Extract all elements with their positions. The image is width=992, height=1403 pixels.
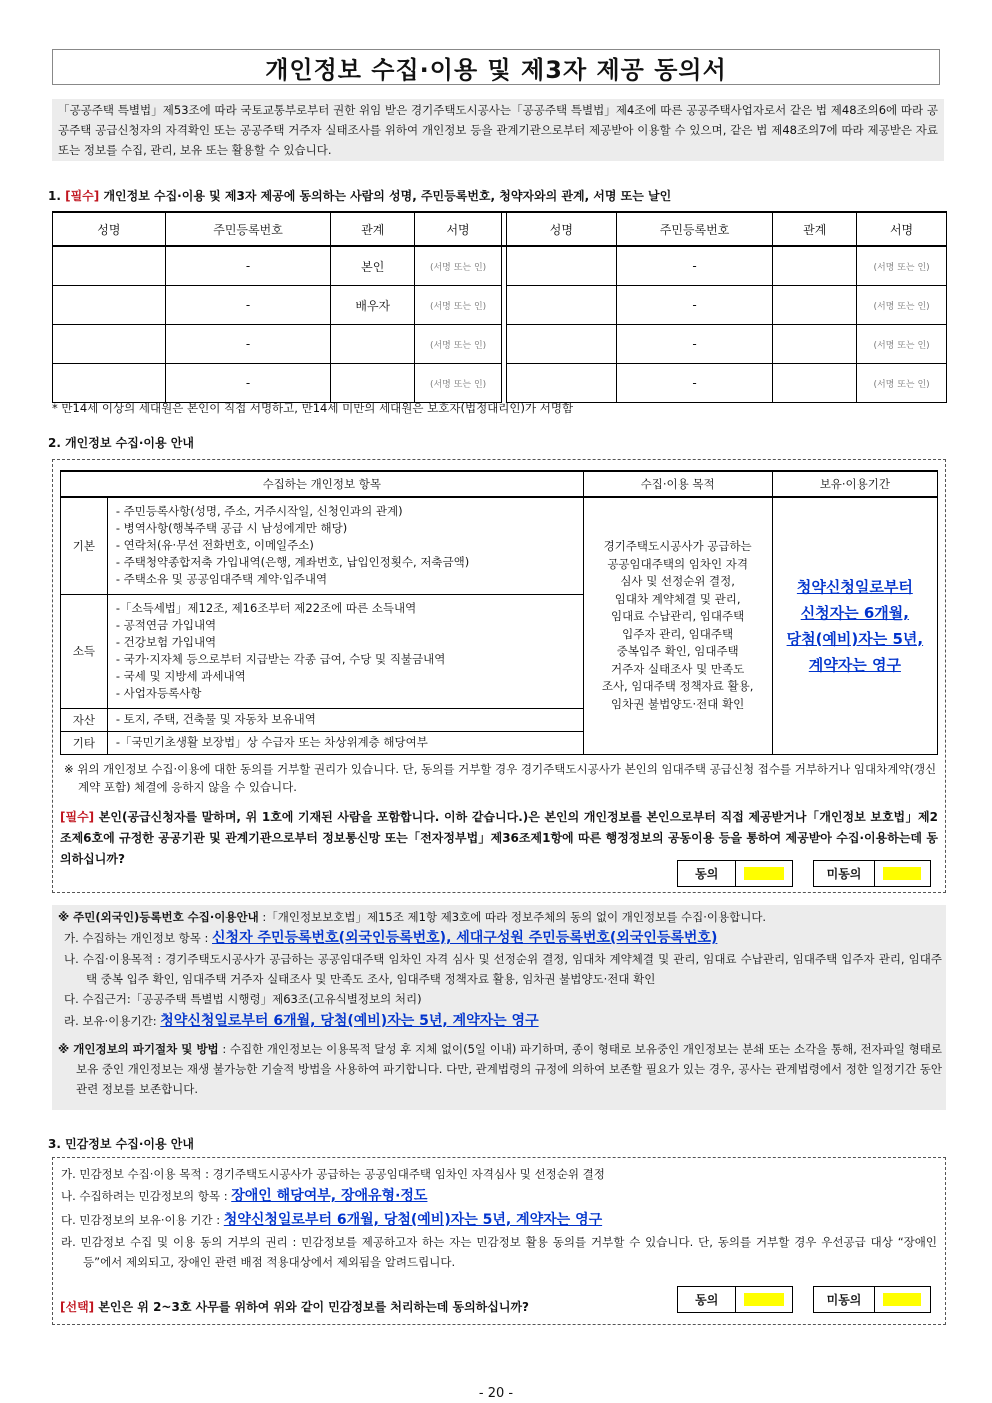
col-rrn: 주민등록번호 bbox=[165, 212, 331, 246]
signature-field[interactable]: (서명 또는 인) bbox=[415, 364, 502, 403]
sensitive-item-b-label: 나. 수집하려는 민감정보의 항목 : bbox=[61, 1189, 232, 1203]
category-items bbox=[107, 497, 583, 594]
rrn-field[interactable]: - bbox=[616, 325, 773, 364]
category-items bbox=[107, 731, 583, 754]
purpose-line: 경기주택도시공사가 공급하는 bbox=[603, 539, 752, 554]
section3-consent-question bbox=[60, 1298, 529, 1315]
rrn-field[interactable]: - bbox=[616, 364, 773, 403]
purpose-cell bbox=[583, 497, 772, 754]
category-income: 소득 bbox=[61, 594, 108, 708]
relation-field[interactable] bbox=[773, 246, 857, 286]
rrn-item-a-label: 가. 수집하는 개인정보 항목 : bbox=[64, 931, 213, 945]
signature-field[interactable]: (서명 또는 인) bbox=[415, 246, 502, 286]
rrn-notice-box bbox=[52, 905, 946, 1110]
disagree-checkbox[interactable] bbox=[813, 860, 931, 887]
required-tag: [필수] bbox=[60, 810, 95, 824]
section3-heading: 3. 민감정보 수집·이용 안내 bbox=[48, 1137, 194, 1151]
destroy-text: : 수집한 개인정보는 이용목적 달성 후 지체 없이(5일 이내) 파기하며, 종이 형태로 보유중인 개인정보는 분쇄 또는 소각을 통해, 전자파일 형태로 보유 중인 개인정보는 재생 불가능한 기술적 방법을 사용하여 파기합니다. 다만, 관계법령의 규정에 의하여 보존할 필요가 있는 경우, 공사는 관계법령에서 정한 일정기간 동안 관련 정보를 보존합니다. bbox=[76, 1042, 942, 1096]
name-field[interactable] bbox=[506, 246, 616, 286]
relation-field[interactable] bbox=[773, 325, 857, 364]
personal-info-table bbox=[60, 470, 938, 755]
name-field[interactable] bbox=[53, 364, 166, 403]
document-title: 개인정보 수집·이용 및 제3자 제공 동의서 bbox=[52, 49, 940, 85]
sensitive-item-c bbox=[61, 1208, 937, 1232]
rrn-item-d-value: 청약신청일로부터 6개월, 당첨(예비)자는 5년, 계약자는 영구 bbox=[160, 1013, 539, 1029]
list-item: - 주민등록사항(성명, 주소, 거주시작일, 신청인과의 관계) bbox=[115, 504, 403, 519]
agree-mark-area[interactable] bbox=[744, 1293, 784, 1306]
table-row bbox=[61, 497, 938, 594]
name-field[interactable] bbox=[53, 246, 166, 286]
name-field[interactable] bbox=[506, 286, 616, 325]
destroy-notice bbox=[56, 1039, 942, 1099]
page-number: - 20 - bbox=[478, 1386, 514, 1401]
list-item: - 토지, 주택, 건축물 및 자동차 보유내역 bbox=[115, 712, 316, 726]
section2-consent-question bbox=[60, 807, 938, 870]
signature-field[interactable]: (서명 또는 인) bbox=[857, 325, 947, 364]
list-item: -「소득세법」제12조, 제16조부터 제22조에 따른 소득내역 bbox=[115, 601, 417, 615]
agree-label: 동의 bbox=[678, 1287, 736, 1312]
list-item: - 사업자등록사항 bbox=[115, 686, 202, 700]
rrn-item-c: 다. 수집근거:「공공주택 특별법 시행령」제63조(고유식별정보의 처리) bbox=[64, 992, 422, 1006]
rrn-field[interactable]: - bbox=[165, 325, 331, 364]
name-field[interactable] bbox=[53, 325, 166, 364]
purpose-line: 중복입주 확인, 임대주택 bbox=[616, 644, 739, 659]
destroy-label: ※ 개인정보의 파기절차 및 방법 bbox=[58, 1042, 219, 1056]
rrn-item-a-value: 신청자 주민등록번호(외국인등록번호), 세대구성원 주민등록번호(외국인등록번호) bbox=[212, 930, 718, 946]
list-item: - 연락처(유·무선 전화번호, 이메일주소) bbox=[115, 538, 314, 553]
col-relation: 관계 bbox=[773, 212, 857, 246]
period-line: 신청자는 6개월, bbox=[800, 603, 909, 622]
rrn-heading-label: ※ 주민(외국인)등록번호 수집·이용안내 bbox=[58, 910, 259, 924]
signature-field[interactable]: (서명 또는 인) bbox=[857, 364, 947, 403]
consent-text: 본인은 위 2~3호 사무를 위하여 위와 같이 민감정보를 처리하는데 동의하십니까? bbox=[98, 1300, 530, 1314]
relation-field[interactable] bbox=[331, 364, 415, 403]
section1-number: 1. bbox=[48, 189, 61, 203]
rrn-heading-text: :「개인정보보호법」제15조 제1항 제3호에 따라 정보주체의 동의 없이 개인정보를 수집·이용합니다. bbox=[258, 910, 767, 924]
section1-heading bbox=[48, 187, 948, 204]
category-basic: 기본 bbox=[61, 497, 108, 594]
relation-field[interactable]: 배우자 bbox=[331, 286, 415, 325]
col-signature: 서명 bbox=[857, 212, 947, 246]
period-line: 청약신청일로부터 bbox=[796, 577, 913, 596]
col-period: 보유·이용기간 bbox=[772, 471, 937, 497]
rrn-heading bbox=[56, 907, 942, 927]
sensitive-item-b-value: 장애인 해당여부, 장애유형·정도 bbox=[231, 1188, 428, 1204]
category-items bbox=[107, 708, 583, 731]
agree-mark-area[interactable] bbox=[744, 867, 784, 880]
rrn-field[interactable]: - bbox=[616, 286, 773, 325]
name-field[interactable] bbox=[506, 325, 616, 364]
col-rrn: 주민등록번호 bbox=[616, 212, 773, 246]
disagree-mark-area[interactable] bbox=[883, 1293, 921, 1306]
purpose-line: 공공임대주택의 임차인 자격 bbox=[607, 556, 748, 571]
relation-field[interactable] bbox=[773, 286, 857, 325]
rrn-field[interactable]: - bbox=[165, 246, 331, 286]
list-item: - 주택청약종합저축 가입내역(은행, 계좌번호, 납입인정횟수, 저축금액) bbox=[115, 555, 470, 570]
category-other: 기타 bbox=[61, 731, 108, 754]
purpose-line: 입주자 관리, 임대주택 bbox=[622, 626, 734, 641]
sensitive-item-b bbox=[61, 1184, 937, 1208]
col-signature: 서명 bbox=[415, 212, 502, 246]
signature-footnote: * 만14세 이상의 세대원은 본인이 직접 서명하고, 만14세 미만의 세대원은 보호자(법정대리인)가 서명함 bbox=[52, 401, 574, 415]
period-line: 당첨(예비)자는 5년, bbox=[786, 629, 924, 648]
signature-table bbox=[52, 211, 947, 403]
table-row bbox=[53, 364, 947, 403]
period-cell bbox=[772, 497, 937, 754]
signature-table-header bbox=[53, 212, 947, 246]
section1-heading-text: 개인정보 수집·이용 및 제3자 제공에 동의하는 사람의 성명, 주민등록번호, 청약자와의 관계, 서명 또는 날인 bbox=[103, 189, 672, 203]
list-item: - 공적연금 가입내역 bbox=[115, 618, 217, 632]
list-item: -「국민기초생활 보장법」상 수급자 또는 차상위계층 해당여부 bbox=[115, 735, 428, 749]
optional-tag: [선택] bbox=[60, 1300, 95, 1314]
table-row bbox=[53, 246, 947, 286]
agree-label: 동의 bbox=[678, 861, 736, 886]
name-field[interactable] bbox=[506, 364, 616, 403]
consent-text: 본인(공급신청자를 말하며, 위 1호에 기재된 사람을 포함합니다. 이하 같습니다.)은 본인의 개인정보를 본인으로부터 직접 제공받거나「개인정보 보호법」제2조제6호에 규정한 공공기관 및 관계기관으로부터 정보통신망 또는「전자정부법」제36조제1항에 따른 행정정보의 공동이용 등을 통하여 제공받아 수집·이용하는데 동의하십니까? bbox=[60, 810, 938, 866]
rrn-field[interactable]: - bbox=[616, 246, 773, 286]
section2-heading: 2. 개인정보 수집·이용 안내 bbox=[48, 436, 194, 450]
agree-checkbox[interactable] bbox=[677, 1286, 793, 1313]
rrn-item-a bbox=[56, 927, 942, 949]
relation-field[interactable] bbox=[331, 325, 415, 364]
rrn-field[interactable]: - bbox=[165, 286, 331, 325]
rrn-item-d-label: 라. 보유·이용기간: bbox=[64, 1014, 161, 1028]
signature-field[interactable]: (서명 또는 인) bbox=[415, 286, 502, 325]
sensitive-item-c-label: 다. 민감정보의 보유·이용 기간 : bbox=[61, 1213, 224, 1227]
list-item: - 주택소유 및 공공임대주택 계약·입주내역 bbox=[115, 572, 328, 587]
category-assets: 자산 bbox=[61, 708, 108, 731]
table-row bbox=[53, 286, 947, 325]
list-item: - 국세 및 지방세 과세내역 bbox=[115, 669, 246, 683]
relation-field[interactable]: 본인 bbox=[331, 246, 415, 286]
col-relation: 관계 bbox=[331, 212, 415, 246]
purpose-line: 임대차 계약체결 및 관리, bbox=[614, 591, 741, 606]
list-item: - 국가·지자체 등으로부터 지급받는 각종 급여, 수당 및 직불금내역 bbox=[115, 652, 446, 666]
col-purpose: 수집·이용 목적 bbox=[583, 471, 772, 497]
relation-field[interactable] bbox=[773, 364, 857, 403]
sensitive-item-c-value: 청약신청일로부터 6개월, 당첨(예비)자는 5년, 계약자는 영구 bbox=[223, 1212, 603, 1228]
agree-checkbox[interactable] bbox=[677, 860, 793, 887]
signature-field[interactable]: (서명 또는 인) bbox=[415, 325, 502, 364]
refusal-notice: ※ 위의 개인정보 수집·이용에 대한 동의를 거부할 권리가 있습니다. 단, 동의를 거부할 경우 경기주택도시공사가 본인의 임대주택 공급신청 접수를 거부하거나 임대차계약(갱신계약 포함) 체결에 응하지 않을 수 있습니다. bbox=[64, 762, 937, 794]
disagree-label: 미동의 bbox=[814, 1287, 875, 1312]
purpose-line: 임대료 수납관리, 임대주택 bbox=[611, 609, 745, 624]
rrn-item-d bbox=[56, 1009, 942, 1033]
rrn-item-b: 나. 수집·이용목적 : 경기주택도시공사가 공급하는 공공임대주택 임차인 자격 심사 및 선정순위 결정, 임대차 계약체결 및 관리, 임대료 수납관리, 임대주택 입주자 관리, 임대주택 중복 입주 확인, 임대주택 거주자 실태조사 및 만족도 조사, 임대주택 정책자료 활용, 임차권 불법양도·전대 확인 bbox=[64, 952, 942, 986]
name-field[interactable] bbox=[53, 286, 166, 325]
purpose-line: 조사, 임대주택 정책자료 활용, bbox=[601, 679, 754, 694]
col-items: 수집하는 개인정보 항목 bbox=[61, 471, 584, 497]
intro-paragraph: 「공공주택 특별법」제53조에 따라 국토교통부로부터 권한 위임 받은 경기주택도시공사는「공공주택 특별법」제4조에 따른 공공주택사업자로서 같은 법 제48조의6에 따라 공공주택 공급신청자의 자격확인 또는 공공주택 거주자 실태조사를 위하여 개인정보 등을 관계기관으로부터 제공받아 이용할 수 있으며, 같은 법 제48조의7에 따라 제공받은 자료 또는 정보를 수집, 관리, 보유 또는 활용할 수 있습니다. bbox=[52, 99, 944, 161]
col-name: 성명 bbox=[506, 212, 616, 246]
disagree-checkbox[interactable] bbox=[813, 1286, 931, 1313]
purpose-line: 거주자 실태조사 및 만족도 bbox=[611, 661, 745, 676]
purpose-line: 임차권 불법양도·전대 확인 bbox=[611, 696, 745, 711]
sensitive-item-a: 가. 민감정보 수집·이용 목적 : 경기주택도시공사가 공급하는 공공임대주택 임차인 자격심사 및 선정순위 결정 bbox=[61, 1167, 605, 1181]
sensitive-item-d: 라. 민감정보 수집 및 이용 동의 거부의 권리 : 민감정보를 제공하고자 하는 자는 민감정보 활용 동의를 거부할 수 있습니다. 단, 동의를 거부할 경우 우선공급 대상 “장애인 등”에서 제외되고, 장애인 관련 배점 적용대상에서 제외됨을 알려드립니다. bbox=[61, 1235, 937, 1269]
section1-required-tag: [필수] bbox=[65, 189, 100, 203]
list-item: - 건강보험 가입내역 bbox=[115, 635, 217, 649]
disagree-mark-area[interactable] bbox=[883, 867, 921, 880]
list-item: - 병역사항(행복주택 공급 시 남성에게만 해당) bbox=[115, 521, 348, 536]
disagree-label: 미동의 bbox=[814, 861, 875, 886]
signature-field[interactable]: (서명 또는 인) bbox=[857, 246, 947, 286]
rrn-field[interactable]: - bbox=[165, 364, 331, 403]
signature-field[interactable]: (서명 또는 인) bbox=[857, 286, 947, 325]
col-name: 성명 bbox=[53, 212, 166, 246]
table-row bbox=[53, 325, 947, 364]
category-items bbox=[107, 594, 583, 708]
period-line: 계약자는 영구 bbox=[808, 655, 901, 674]
purpose-line: 심사 및 선정순위 결정, bbox=[620, 574, 735, 589]
